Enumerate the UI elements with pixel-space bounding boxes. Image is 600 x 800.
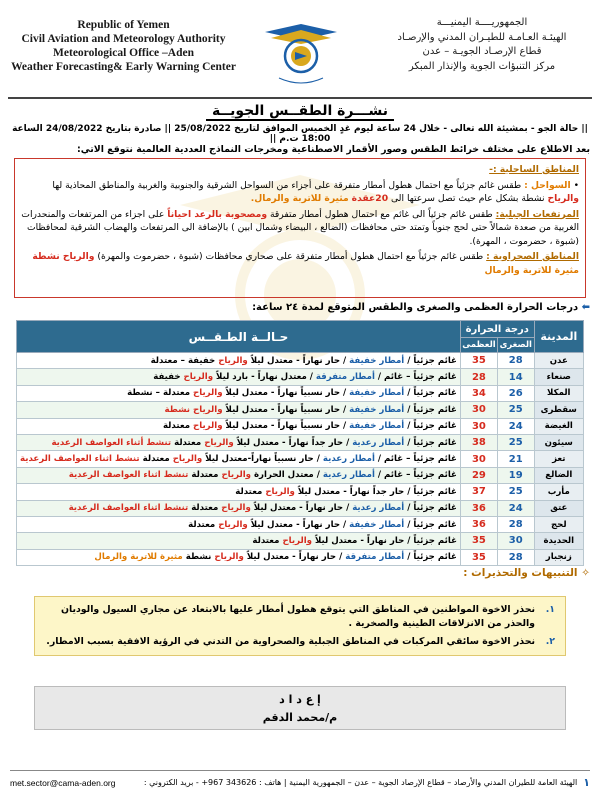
weather-text-part: معتدلة xyxy=(162,421,194,432)
desert-dust: مثيرة للاتربة والرمال xyxy=(484,264,579,276)
arabic-header xyxy=(372,16,592,74)
weather-text-part: / حار نهاراً - معتدل ليلاً xyxy=(247,355,350,366)
min-temp-cell: 14 xyxy=(497,369,534,385)
weather-text-part: أمطار خفيفة xyxy=(349,355,405,366)
max-temp-cell: 30 xyxy=(460,451,497,467)
table-row xyxy=(17,451,584,467)
letterhead xyxy=(0,14,600,94)
weather-text-part: أمطار رعدية xyxy=(322,470,375,481)
footer-email: met.sector@cama-aden.org xyxy=(10,777,116,788)
max-temp-cell: 35 xyxy=(460,353,497,369)
coastal-wind-speed: 20عقدة xyxy=(351,193,389,204)
weather-text-part: خفيفة xyxy=(153,372,184,383)
min-temp-cell: 28 xyxy=(497,549,534,565)
warnings-heading xyxy=(12,567,590,579)
intro-text: بعد الاطلاع على مختلف خرائط الطقس وصور الأقمار الاصطناعية ومخرجات النماذج العددية العالمية نتوقع الاتي: xyxy=(76,144,590,155)
weather-description-cell xyxy=(17,434,461,450)
highlands-text-1: طقس غائم جزئياً الى غائم مع احتمال هطول أمطار متفرقة xyxy=(269,208,493,220)
min-temp-cell: 24 xyxy=(497,418,534,434)
header-min: الصغرى xyxy=(497,338,534,353)
coastal-section xyxy=(21,163,579,177)
weather-description-cell xyxy=(17,484,461,500)
footer-text: الهيئة العامة للطيران المدني والأرصاد – قطاع الإرصاد الجوية – عدن – الجمهورية اليمنية | هاتف : 343626 967+ - بريد الكتروني : xyxy=(143,778,578,787)
desert-paragraph xyxy=(21,250,579,277)
weather-text-part: مثيرة للاتربة والرمال xyxy=(94,552,183,563)
footer-divider xyxy=(10,770,590,771)
weather-text-part: / حار نسبياً نهاراً - معتدل ليلاً xyxy=(222,404,350,415)
weather-description-cell xyxy=(17,549,461,565)
desert-wind: والرياح نشطة xyxy=(32,251,95,262)
table-row xyxy=(17,385,584,401)
table-row xyxy=(17,369,584,385)
weather-text-part: تنشط اثناء العواصف الرعدية xyxy=(68,503,189,514)
min-temp-cell: 26 xyxy=(497,385,534,401)
weather-text-part: أمطار خفيفة xyxy=(349,421,405,432)
coastal-paragraph: • السواحل : طقس غائم جزئياً مع احتمال هطول أمطار متفرقة على أجزاء من السواحل الشرقية والجنوبية والغربية والمناطق المحاذية لها والرياح نشطة بشكل عام حيث تصل سرعتها الى 20عقدة مثيرة للاتربة والرمال. xyxy=(52,179,579,204)
weather-description-cell xyxy=(17,533,461,549)
header-temperature: درجة الحرارة xyxy=(460,321,534,338)
city-cell: سيئون xyxy=(534,434,583,450)
authority-logo-icon xyxy=(257,14,345,90)
city-cell: الحديدة xyxy=(534,533,583,549)
weather-description-cell xyxy=(17,385,461,401)
weather-text-part: غائم جزئياً / xyxy=(404,404,457,415)
weather-text-part: والرياح xyxy=(214,552,244,563)
max-temp-cell: 38 xyxy=(460,434,497,450)
forecast-table-container xyxy=(16,320,584,566)
max-temp-cell: 37 xyxy=(460,484,497,500)
max-temp-cell: 35 xyxy=(460,549,497,565)
table-row xyxy=(17,353,584,369)
weather-text-part: غائم جزئياً / xyxy=(404,552,457,563)
weather-text-part: غائم جزئياً / حار نهاراً - معتدل ليلاً xyxy=(311,535,457,546)
city-cell: تعز xyxy=(534,451,583,467)
forecast-box xyxy=(14,158,586,298)
en-line-office: Meteorological Office –Aden xyxy=(53,47,194,59)
city-cell: سقطرى xyxy=(534,402,583,418)
highlands-text-2: على اجزاء من المرتفعات والمنحدرات الغربية من صعدة شمالاً حتى لحج جنوباً وتمتد حتى محافظات (الضالع ، البيضاء وشمال ابين ) بالإضافة الى المرتفعات والهضاب الشرقية لمحافظات (شبوة ، حضرموت ، المهرة). xyxy=(21,208,579,247)
weather-text-part: / حار نسبياً نهاراً-معتدل ليلاً xyxy=(202,454,323,465)
prepared-name: م/محمد الدقم xyxy=(262,711,338,724)
temperature-heading xyxy=(12,302,590,313)
footer xyxy=(10,776,590,789)
warnings-box xyxy=(34,596,566,656)
weather-text-part: معتدلة xyxy=(188,519,219,530)
weather-description-cell xyxy=(17,418,461,434)
weather-description-cell xyxy=(17,353,461,369)
coastal-heading: المناطق الساحلية :- xyxy=(489,164,579,175)
weather-text-part: معتدلة xyxy=(139,454,173,465)
weather-description-cell xyxy=(17,451,461,467)
table-row xyxy=(17,484,584,500)
weather-text-part: أمطار متفرقة xyxy=(345,552,405,563)
weather-text-part: والرياح xyxy=(183,372,214,383)
weather-text-part: معتدلة xyxy=(252,535,283,546)
coastal-wind-word: والرياح xyxy=(547,193,579,204)
arrow-icon: ⬅ xyxy=(581,302,590,313)
weather-text-part: غائم جزئياً / xyxy=(404,519,457,530)
table-row xyxy=(17,500,584,516)
weather-text-part: أمطار متفرقة xyxy=(315,372,375,383)
coastal-wind-text: نشطة بشكل عام حيث تصل سرعتها الى xyxy=(391,193,545,204)
weather-text-part: خفيفة – معتدلة xyxy=(150,355,219,366)
max-temp-cell: 36 xyxy=(460,500,497,516)
max-temp-cell: 29 xyxy=(460,467,497,483)
max-temp-cell: 35 xyxy=(460,533,497,549)
ar-line-country: الجمهوريــــة اليمنيـــة xyxy=(436,17,528,28)
page-number: ١ xyxy=(583,776,590,789)
weather-text-part: تنشط اثناء العواصف الرعدية xyxy=(20,454,140,465)
max-temp-cell: 36 xyxy=(460,516,497,532)
table-row xyxy=(17,418,584,434)
weather-text-part: أمطار خفيفة xyxy=(349,404,405,415)
header-weather: حـالــة الطـقــس xyxy=(17,321,461,353)
min-temp-cell: 19 xyxy=(497,467,534,483)
min-temp-cell: 28 xyxy=(497,516,534,532)
bulletin-title: نشـــرة الطقــس الجويــة xyxy=(0,103,600,119)
min-temp-cell: 25 xyxy=(497,402,534,418)
weather-text-part: والرياح xyxy=(204,437,234,448)
weather-text-part: والرياح xyxy=(218,355,248,366)
header-max: العظمى xyxy=(460,338,497,353)
table-row xyxy=(17,467,584,483)
coastal-dust: مثيرة للاتربة والرمال. xyxy=(250,193,349,204)
table-row xyxy=(17,533,584,549)
weather-text-part: أمطار خفيفة xyxy=(349,388,405,399)
weather-text-part: والرياح نشطة xyxy=(164,404,223,415)
weather-text-part: والرياح xyxy=(221,503,251,514)
min-temp-cell: 21 xyxy=(497,451,534,467)
forecast-table xyxy=(16,320,584,566)
city-cell: عتق xyxy=(534,500,583,516)
weather-text-part: / حار نسبياً نهاراً - معتدل ليلاً xyxy=(222,421,350,432)
warning-item xyxy=(45,603,555,631)
min-temp-cell: 25 xyxy=(497,434,534,450)
prepared-by-box xyxy=(34,686,566,730)
weather-text-part: معتدلة xyxy=(188,470,222,481)
header-divider xyxy=(8,97,592,99)
max-temp-cell: 34 xyxy=(460,385,497,401)
weather-text-part: غائم جزئياً / xyxy=(404,388,457,399)
weather-text-part: غائم جزئياً – غائم / xyxy=(374,372,457,383)
min-temp-cell: 28 xyxy=(497,353,534,369)
weather-text-part: أمطار رعدية xyxy=(352,437,405,448)
min-temp-cell: 24 xyxy=(497,500,534,516)
weather-text-part: أمطار رعدية xyxy=(322,454,375,465)
weather-text-part: غائم جزئياً / xyxy=(404,503,457,514)
ar-line-authority: الهيئـة العـامـة للطيـران المدني والإرصـاد xyxy=(397,31,567,43)
weather-text-part: معتدلة xyxy=(171,437,205,448)
table-row xyxy=(17,402,584,418)
table-row xyxy=(17,549,584,565)
ar-line-sector: قطاع الإرصـاد الجويـة – عدن xyxy=(422,46,542,57)
en-line-country: Republic of Yemen xyxy=(77,19,170,31)
weather-text-part: غائم جزئياً / xyxy=(404,421,457,432)
en-line-center: Weather Forecasting& Early Warning Center xyxy=(11,61,236,73)
weather-text-part: والرياح xyxy=(221,470,251,481)
min-temp-cell: 25 xyxy=(497,484,534,500)
weather-text-part: غائم جزئياً / حار جداً نهاراً - معتدل ليلاً xyxy=(294,486,457,497)
weather-text-part: نشطة xyxy=(182,552,215,563)
table-row xyxy=(17,516,584,532)
ar-line-center: مركز التنبؤات الجوية والإنذار المبكر xyxy=(408,60,556,72)
weather-text-part: والرياح xyxy=(282,535,312,546)
max-temp-cell: 30 xyxy=(460,402,497,418)
city-cell: الضالع xyxy=(534,467,583,483)
weather-text-part: أمطار خفيفة xyxy=(349,519,405,530)
weather-text-part: معتدلة – نشطة xyxy=(127,388,194,399)
weather-text-part: والرياح xyxy=(172,454,203,465)
weather-text-part: والرياح xyxy=(218,519,248,530)
weather-text-part: أمطار رعدية xyxy=(352,503,405,514)
weather-text-part: والرياح xyxy=(265,486,295,497)
min-temp-cell: 30 xyxy=(497,533,534,549)
warnings-heading-text: التنبيهات والتحذيرات : xyxy=(463,567,578,579)
weather-text-part: / حار نسبياً نهاراً - معتدل ليلاً xyxy=(222,388,350,399)
city-cell: الغيضة xyxy=(534,418,583,434)
desert-heading: المناطق الصحراوية : xyxy=(486,251,579,262)
warning-text: نحذر الاخوة سائقي المركبات في المناطق الجبلية والصحراوية من التدني في الرؤية الافقية بسبب الامطار. xyxy=(46,636,535,647)
max-temp-cell: 30 xyxy=(460,418,497,434)
weather-text-part: تنشط اثناء العواصف الرعدية xyxy=(68,470,189,481)
city-cell: لحج xyxy=(534,516,583,532)
warning-icon: ✧ xyxy=(581,567,590,579)
weather-text-part: / حار نهاراً - معتدل ليلاً xyxy=(250,503,353,514)
warning-number: ١. xyxy=(545,604,555,615)
city-cell: صنعاء xyxy=(534,369,583,385)
coastal-text: طقس غائم جزئياً مع احتمال هطول أمطار متفرقة على أجزاء من السواحل الشرقية والجنوبية والغربية والمناطق المحاذية لها xyxy=(52,179,522,191)
weather-text-part: غائم جزئياً / xyxy=(404,437,457,448)
weather-description-cell xyxy=(17,516,461,532)
weather-text-part: معتدلة xyxy=(235,486,266,497)
prepared-label: إ ع د ا د xyxy=(279,693,321,706)
weather-text-part: غائم جزئياً – غائم / xyxy=(374,454,457,465)
highlands-thunder: ومصحوبة بالرعد احياناً xyxy=(167,208,268,220)
weather-text-part: / حار نهاراً - معتدل ليلاً xyxy=(243,552,346,563)
table-row xyxy=(17,434,584,450)
weather-text-part: / معتدل نهاراً - بارد ليلاً xyxy=(213,372,316,383)
bulletin-meta: || حالة الجو - بمشيئة الله تعالى - خلال 24 ساعة ليوم غدٍ الخميس الموافق لتاريخ 25/08/2022 || صادرة بتاريخ 24/08/2022 الساعة 18:00 ت.م || xyxy=(12,124,588,144)
warning-text: نحذر الاخوة المواطنين في المناطق التي يتوقع هطول أمطار عليها بالابتعاد عن مجاري السيول والوديان والحذر من الانزلاقات الطينية والصخرية . xyxy=(60,604,535,629)
weather-text-part: معتدلة xyxy=(188,503,222,514)
weather-text-part: غائم جزئياً – غائم / xyxy=(374,470,457,481)
weather-description-cell xyxy=(17,369,461,385)
desert-text: طقس غائم جزئياً مع احتمال هطول أمطار متفرقة على صحاري محافظات (شبوة ، حضرموت والمهرة) xyxy=(97,251,484,262)
city-cell: عدن xyxy=(534,353,583,369)
city-cell: المكلا xyxy=(534,385,583,401)
city-cell: مأرب xyxy=(534,484,583,500)
warning-item xyxy=(45,635,555,649)
warning-number: ٢. xyxy=(545,636,555,647)
weather-description-cell xyxy=(17,500,461,516)
highlands-paragraph xyxy=(21,208,579,249)
city-cell: زنجبار xyxy=(534,549,583,565)
weather-text-part: والرياح xyxy=(193,421,223,432)
weather-text-part: تنشط أثناء العواصف الرعدية xyxy=(51,437,172,448)
temperature-heading-text: درجات الحرارة العظمى والصغرى والطقس المتوقع لمدة ٢٤ ساعة: xyxy=(252,302,579,313)
max-temp-cell: 28 xyxy=(460,369,497,385)
coastal-bullet-label: السواحل : xyxy=(524,179,571,191)
weather-text-part: / حار نهاراً - معتدل ليلاً xyxy=(247,519,350,530)
weather-description-cell xyxy=(17,402,461,418)
weather-text-part: / حار جداً نهاراً - معتدل ليلاً xyxy=(233,437,353,448)
weather-description-cell xyxy=(17,467,461,483)
en-line-authority: Civil Aviation and Meteorology Authority xyxy=(21,33,226,45)
header-city: المدينة xyxy=(534,321,583,353)
english-header xyxy=(6,18,241,74)
weather-text-part: غائم جزئياً / xyxy=(404,355,457,366)
weather-text-part: / معتدل الحرارة xyxy=(250,470,323,481)
weather-text-part: والرياح xyxy=(193,388,223,399)
highlands-heading: المرتفعات الجبلية: xyxy=(495,208,579,220)
